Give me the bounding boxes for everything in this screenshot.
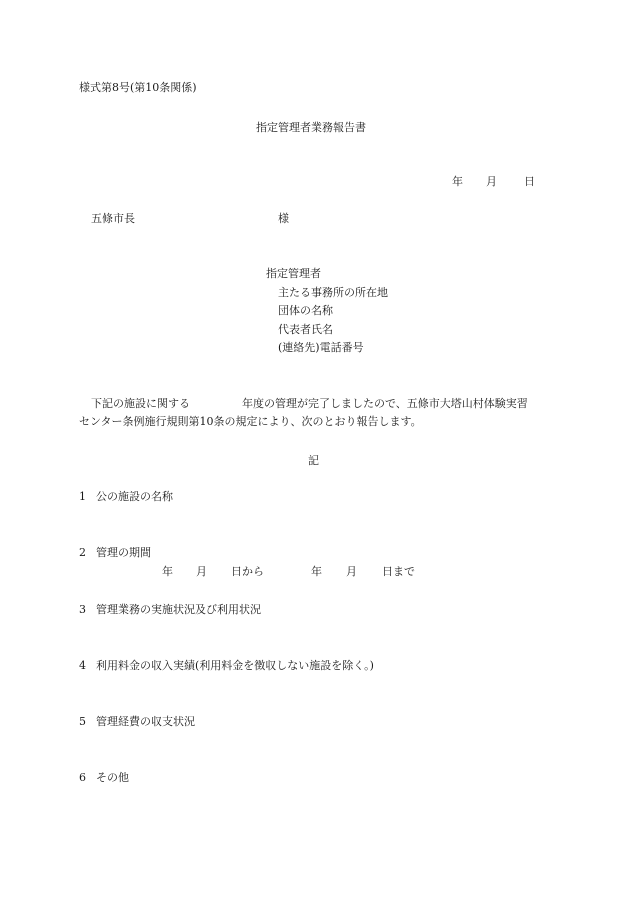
addressee-honorific: 様	[278, 212, 289, 225]
date-month: 月	[486, 175, 497, 188]
period-end-year: 年	[311, 565, 322, 578]
addressee-name: 五條市長	[91, 212, 135, 225]
reporter-phone-label: (連絡先)電話番号	[278, 341, 364, 354]
item-6-number: 6	[79, 771, 86, 784]
item-2-label: 管理の期間	[96, 546, 151, 559]
form-number: 様式第8号(第10条関係)	[79, 81, 197, 94]
item-5-label: 管理経費の収支状況	[96, 715, 195, 728]
item-2-number: 2	[79, 546, 86, 559]
item-3-number: 3	[79, 603, 86, 616]
period-start-year: 年	[162, 565, 173, 578]
reporter-address-label: 主たる事務所の所在地	[278, 286, 388, 299]
body-text-line2: センター条例施行規則第10条の規定により、次のとおり報告します。	[79, 415, 422, 428]
reporter-org-name-label: 団体の名称	[278, 304, 333, 317]
item-1-label: 公の施設の名称	[96, 490, 173, 503]
ki-heading: 記	[308, 454, 319, 467]
period-end-day: 日まで	[382, 565, 415, 578]
date-day: 日	[524, 175, 535, 188]
period-start-day: 日から	[231, 565, 264, 578]
item-6-label: その他	[96, 771, 129, 784]
item-1-number: 1	[79, 490, 86, 503]
period-end-month: 月	[346, 565, 357, 578]
item-3-label: 管理業務の実施状況及び利用状況	[96, 603, 261, 616]
item-5-number: 5	[79, 715, 86, 728]
reporter-representative-label: 代表者氏名	[278, 323, 333, 336]
item-4-label: 利用料金の収入実績(利用料金を徴収しない施設を除く。)	[96, 659, 374, 672]
reporter-heading: 指定管理者	[266, 267, 321, 280]
date-year: 年	[452, 175, 463, 188]
body-text-part2: 年度の管理が完了しましたので、五條市大塔山村体験実習	[242, 397, 528, 410]
body-text-part1: 下記の施設に関する	[91, 397, 190, 410]
document-title: 指定管理者業務報告書	[256, 121, 366, 134]
period-start-month: 月	[196, 565, 207, 578]
item-4-number: 4	[79, 659, 86, 672]
